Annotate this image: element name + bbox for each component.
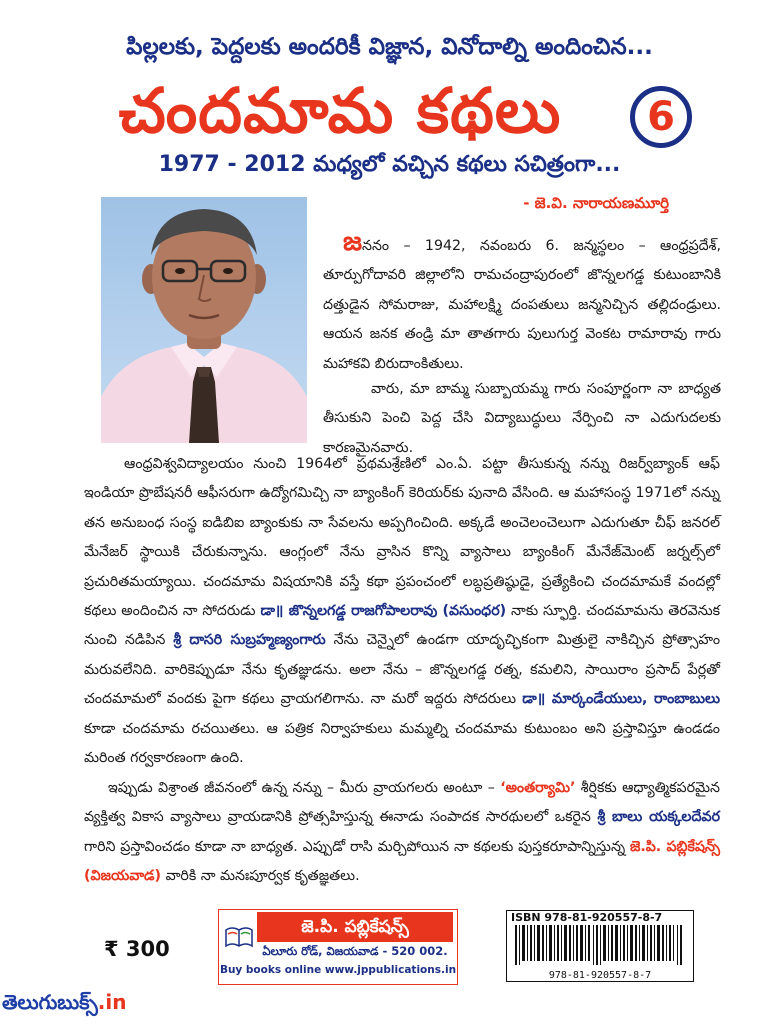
publisher-address: ఏలూరు రోడ్, విజయవాడ - 520 002. bbox=[262, 944, 448, 958]
highlight-publisher-name: జె.పి. పబ్లికేషన్స్ (విజయవాడ) bbox=[84, 838, 721, 885]
bio-paragraph-3-text-c: నేను చెన్నైలో ఉండగా యాదృచ్ఛికంగా మిత్రులై నాకిచ్చిన ప్రోత్సాహం మరువలేనిది. వారికెప్పుడూ నేను కృతజ్ఞుడను. అలా నేను – జొన్నలగడ్డ రత్న, కమలిని, సాయిరాం ప్రసాద్ పేర్లతో చందమామలో వందకు పైగా కథలు వ్రాయగలిగాను. నా మరో ఇద్దరు సోదరులు bbox=[84, 632, 721, 708]
bio-paragraph-4-text-c: గారిని ప్రస్తావించడం కూడా నా బాధ్యత. ఎప్పుడో రాసి మర్చిపోయిన నా కథలకు పుస్తకరూపాన్నిస్తున్న bbox=[84, 838, 626, 855]
bio-paragraph-2: వారు, మా బామ్మ సుబ్బాయమ్మ గారు సంపూర్ణంగా నా బాధ్యత తీసుకుని పెంచి పెద్ద చేసి విద్యాబుద్ధులు నేర్పించి నా ఎదుగుదలకు కారణమైనవారు. bbox=[323, 381, 721, 456]
bio-paragraph-4 bbox=[84, 774, 720, 892]
publisher-website: Buy books online www.jppublications.in bbox=[219, 964, 457, 976]
highlight-editor-name: శ్రీ బాలు యక్కలదేవర bbox=[597, 809, 721, 826]
author-portrait-icon bbox=[101, 197, 307, 443]
book-price: ₹ 300 bbox=[104, 937, 170, 961]
bio-paragraph-3-text-a: ఆంధ్రవిశ్వవిద్యాలయం నుంచి 1964లో ప్రథమశ్రేణిలో ఎం.ఏ. పట్టా తీసుకున్న నన్ను రిజర్వ్‌బ్యాంక్ ఆఫ్ ఇండియా ప్రొబేషనరీ ఆఫీసరుగా ఉద్యోగమిచ్చి నా బ్యాంకింగ్ కెరియర్‌కు పునాది వేసింది. ఆ మహాసంస్థ 1971లో నన్ను తన అనుబంధ సంస్థ ఐడిబిఐ బ్యాంకుకు నా సేవలను అప్పగించింది. అక్కడే అంచెలంచెలుగా ఎదుగుతూ చీఫ్ జనరల్ మేనేజర్ స్థాయికి చేరుకున్నాను. ఆంగ్లంలో నేను వ్రాసిన కొన్ని వ్యాసాలు బ్యాంకింగ్ మేనేజ్‌మెంట్ జర్నల్స్‌లో ప్రచురితమయ్యాయి. చందమామ విషయానికి వస్తే కథా ప్రపంచంలో లబ్ధప్రతిష్ఠుడై, ప్రత్యేకించి చందమామకే వందల్లో కథలు అందించిన నా సోదరుడు bbox=[84, 456, 720, 620]
publisher-name: జె.పి. పబ్లికేషన్స్ bbox=[257, 912, 453, 942]
book-title: చందమామ కథలు bbox=[118, 74, 562, 147]
bio-paragraph-3-text-d: కూడా చందమామ రచయితలు. ఆ పత్రిక నిర్వాహకులు మమ్మల్ని చందమామ కుటుంబం అని ప్రస్తావిస్తూ ఉండడం మరింత గర్వకారణంగా ఉంది. bbox=[84, 720, 720, 767]
bio-paragraph-1-text: ననం – 1942, నవంబరు 6. జన్మస్థలం – ఆంధ్రప్రదేశ్, తూర్పుగోదావరి జిల్లాలోని రామచంద్రాపురంలో జొన్నలగడ్డ కుటుంబానికి దత్తుడైన సోమరాజు, మహాలక్ష్మి దంపతులు జన్మనిచ్చిన తల్లిదండ్రులు. ఆయన జనక తండ్రి మా తాతగారు పులుగుర్త వెంకట రామారావు గారు మహాకవి బిరుదాంకితులు. bbox=[323, 238, 721, 372]
publisher-box bbox=[218, 909, 458, 985]
author-photo bbox=[101, 197, 307, 443]
isbn-barcode-box bbox=[506, 910, 694, 982]
site-watermark bbox=[2, 990, 126, 1019]
bio-paragraph-4-text-b: శీర్షికకు ఆధ్యాత్మికపరమైన వ్యక్తిత్వ వికాస వ్యాసాలు వ్రాయడానికి ప్రోత్సహిస్తున్న ఈనాడు సంపాదక సారథులలో ఒకరైన bbox=[84, 780, 721, 826]
barcode-icon bbox=[515, 925, 685, 965]
isbn-digits: 978-81-920557-8-7 bbox=[548, 970, 652, 981]
highlight-name-2: శ్రీ దాసరి సుబ్రహ్మణ్యంగారు bbox=[173, 632, 326, 649]
watermark-name: తెలుగుబుక్స్ bbox=[2, 990, 98, 1014]
author-name: - జె.వి. నారాయణమూర్తి bbox=[523, 194, 669, 212]
cover-tagline: పిల్లలకు, పెద్దలకు అందరికీ విజ్ఞాన, వినోదాల్ని అందించిన... bbox=[126, 34, 653, 60]
bio-paragraph-4-text-d: వారికి నా మనఃపూర్వక కృతజ్ఞతలు. bbox=[165, 868, 360, 885]
isbn-label: ISBN 978-81-920557-8-7 bbox=[511, 911, 663, 924]
volume-badge: 6 bbox=[630, 86, 692, 148]
bio-paragraph-3-text-b: నాకు స్ఫూర్తి. చందమామను తెరవెనుక నుంచి నడిపిన bbox=[84, 603, 721, 649]
publisher-book-logo-icon bbox=[224, 922, 254, 952]
bio-paragraph-3 bbox=[84, 450, 720, 773]
watermark-domain: .in bbox=[97, 990, 127, 1014]
drop-cap: జ bbox=[343, 227, 363, 257]
book-subtitle: 1977 - 2012 మధ్యలో వచ్చిన కథలు సచిత్రంగా... bbox=[158, 152, 621, 177]
highlight-name-1: డా॥ జొన్నలగడ్డ రాజగోపాలరావు (వసుంధర) bbox=[260, 603, 507, 620]
highlight-column-name: ‘అంతర్యామి’ bbox=[500, 780, 576, 796]
bio-paragraph-1 bbox=[323, 228, 721, 379]
bio-paragraph-4-text-a: ఇప్పుడు విశ్రాంత జీవనంలో ఉన్న నన్ను – మీరు వ్రాయగలరు అంటూ – bbox=[108, 780, 495, 796]
highlight-name-3: డా॥ మార్కండేయులు, రాంబాబులు bbox=[522, 691, 721, 708]
